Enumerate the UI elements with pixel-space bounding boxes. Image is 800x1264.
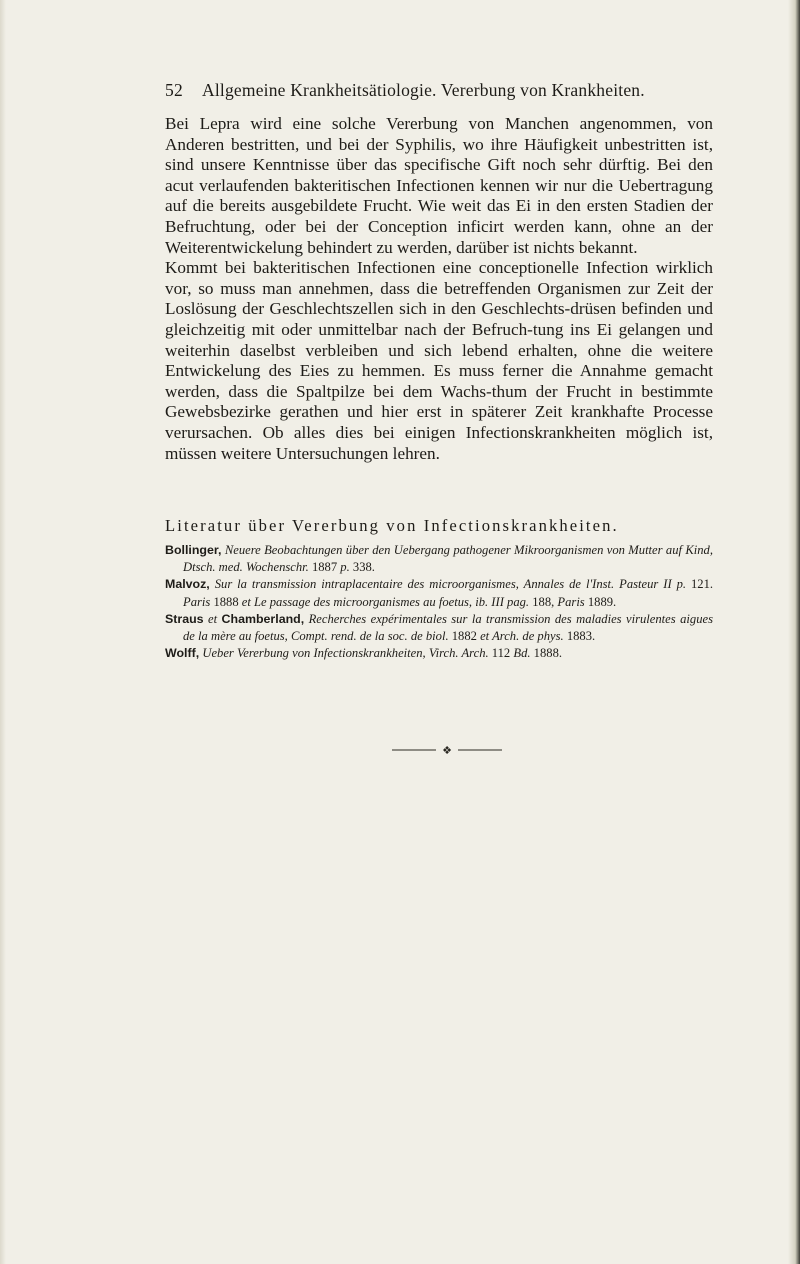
reference-title-segment: et (203, 611, 222, 626)
page-edge-left (0, 0, 6, 1264)
reference-body (183, 612, 713, 643)
reference-body (202, 646, 562, 660)
reference-detail-segment: 1888 (210, 594, 242, 609)
reference-title-segment: Paris (183, 594, 211, 609)
page-edge-right (788, 0, 800, 1264)
reference-author: Wolff, (165, 646, 200, 661)
paragraph-2: Kommt bei bakteritischen Infectionen eine conceptionelle Infection wirklich vor, so muss man annehmen, dass die betreffenden Organismen zur Zeit der Loslösung der Geschlechtszellen sich in den Geschlechts-drüsen befinden und gleichzeitig mit oder unmittelbar nach der Befruch-tung ins Ei gelangen und weiterhin daselbst verbleiben und sich lebend erhalten, ohne die weitere Entwickelung des Eies zu hemmen. Es muss ferner die Annahme gemacht werden, dass die Spaltpilze bei dem Wachs-thum der Frucht in bestimmte Gewebsbezirke gerathen und hier erst in späterer Zeit krankhafte Processe verursachen. Ob alles dies bei einigen Infectionskrankheiten möglich ist, müssen weitere Untersuchungen lehren. (165, 258, 713, 463)
reference-detail-segment: 112 (488, 646, 514, 661)
reference-title-segment: et Le passage des microorganismes au foetus, ib. III pag. (241, 594, 530, 609)
reference-entry (165, 542, 713, 576)
reference-list (165, 542, 713, 662)
reference-title-segment: Paris (557, 594, 585, 609)
reference-author: Malvoz, (165, 577, 210, 592)
running-title: Allgemeine Krankheitsätiologie. Vererbung von Krankheiten. (202, 80, 645, 100)
reference-title-segment: Recherches expérimentales sur la transmission des maladies virulentes aigues de la mère au foetus, Compt. rend. de la soc. de biol. (183, 611, 713, 644)
body-text (165, 114, 713, 464)
reference-detail-segment: 338. (349, 560, 375, 575)
reference-entry (165, 645, 713, 662)
literature-heading: Literatur über Vererbung von Infectionskrankheiten. (165, 516, 619, 535)
reference-title-segment: Bd. (513, 646, 531, 661)
reference-body (183, 577, 713, 608)
reference-entry (165, 576, 713, 610)
reference-author: Straus (165, 611, 204, 626)
reference-body (183, 543, 713, 574)
running-header (165, 80, 713, 102)
reference-title-segment: Sur la transmission intraplacentaire des microorganismes, Annales de l'Inst. Pasteur II p. (214, 577, 687, 592)
reference-coauthor: Chamberland, (221, 611, 305, 626)
page-number: 52 (165, 80, 183, 100)
reference-entry (165, 611, 713, 645)
paragraph-1: Bei Lepra wird eine solche Vererbung von Manchen angenommen, von Anderen bestritten, und bei der Syphilis, wo ihre Häufigkeit unbestritten ist, sind unsere Kenntnisse über das specifische Gift noch sehr dürftig. Bei den acut verlaufenden bakteritischen Infectionen kennen wir nur die Uebertragung auf die bereits ausgebildete Frucht. Wie weit das Ei in den ersten Stadien der Befruchtung, oder bei der Conception inficirt werden kann, ohne an der Weiterentwickelung behindert zu werden, darüber ist nichts bekannt. (165, 114, 713, 257)
reference-detail-segment: 188, (529, 594, 558, 609)
reference-detail-segment: 1882 (448, 629, 481, 644)
reference-title-segment: p. (340, 560, 350, 575)
reference-title-segment: Neuere Beobachtungen über den Uebergang pathogener Mikroorganismen von Mutter auf Kind, Dtsch. med. Wochenschr. (183, 543, 714, 575)
ornament-glyph: ❖ (442, 744, 452, 756)
reference-detail-segment: 121. (686, 577, 714, 592)
reference-title-segment: Ueber Vererbung von Infectionskrankheiten, Virch. Arch. (202, 646, 489, 661)
reference-detail-segment: 1888. (530, 646, 563, 661)
reference-title-segment: et Arch. de phys. (480, 629, 564, 644)
end-ornament (392, 744, 502, 756)
reference-detail-segment: 1889. (584, 594, 617, 609)
reference-detail-segment: 1883. (563, 629, 596, 644)
reference-author: Bollinger, (165, 543, 222, 557)
reference-detail-segment: 1887 (308, 560, 341, 575)
